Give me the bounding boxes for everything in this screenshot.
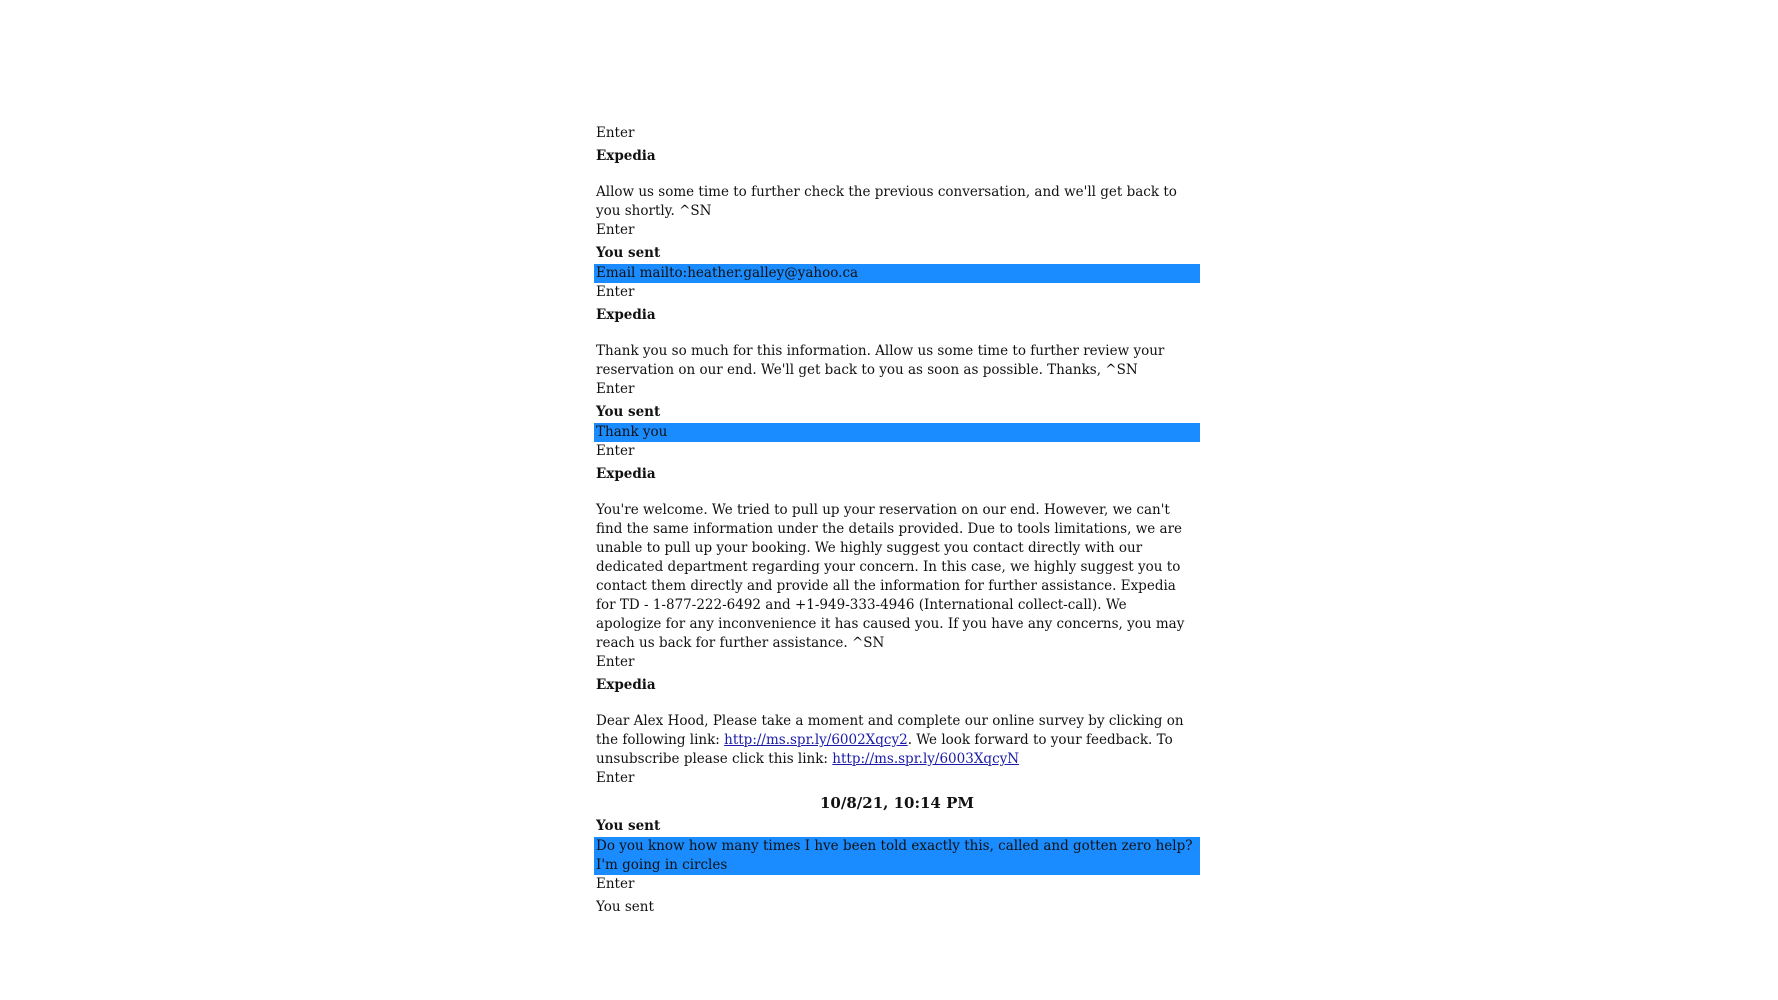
sender-label-you-sent: You sent — [596, 404, 661, 420]
sender-label-expedia: Expedia — [596, 466, 656, 482]
spacer — [594, 695, 1200, 712]
sender-label-you-sent: You sent — [596, 818, 661, 834]
user-message-highlighted: Email mailto:heather.galley@yahoo.ca — [594, 264, 1200, 283]
spacer — [594, 166, 1200, 183]
conversation-timestamp: 10/8/21, 10:14 PM — [820, 794, 974, 812]
chat-transcript-page — [594, 124, 1200, 917]
user-message-highlighted: Do you know how many times I hve been told exactly this, called and gotten zero help? I'm going in circles — [594, 837, 1200, 875]
enter-marker: Enter — [596, 125, 635, 141]
spacer — [594, 484, 1200, 501]
enter-marker: Enter — [596, 876, 635, 892]
enter-marker: Enter — [596, 770, 635, 786]
sender-label-you-sent-plain: You sent — [596, 899, 654, 915]
enter-marker: Enter — [596, 443, 635, 459]
spacer — [594, 325, 1200, 342]
user-message-highlighted: Thank you — [594, 423, 1200, 442]
enter-marker: Enter — [596, 381, 635, 397]
enter-marker: Enter — [596, 222, 635, 238]
sender-label-you-sent: You sent — [596, 245, 661, 261]
enter-marker: Enter — [596, 654, 635, 670]
survey-message — [594, 712, 1200, 769]
unsubscribe-link[interactable]: http://ms.spr.ly/6003XqcyN — [832, 751, 1020, 767]
survey-link[interactable]: http://ms.spr.ly/6002Xqcy2 — [724, 732, 908, 748]
expedia-message: You're welcome. We tried to pull up your reservation on our end. However, we can't find the same information under the details provided. Due to tools limitations, we are unable to pull up your booking. We highly suggest you contact directly with our dedicated department regarding your concern. In this case, we highly suggest you to contact them directly and provide all the information for further assistance. Expedia for TD - 1-877-222-6492 and +1-949-333-4946 (International collect-call). We apologize for any inconvenience it has caused you. If you have any concerns, you may reach us back for further assistance. ^SN — [596, 502, 1185, 651]
expedia-message: Thank you so much for this information. Allow us some time to further review your reservation on our end. We'll get back to you as soon as possible. Thanks, ^SN — [596, 343, 1165, 378]
expedia-message: Allow us some time to further check the previous conversation, and we'll get back to you shortly. ^SN — [596, 184, 1177, 219]
survey-text-middle: . We look forward to your feedback. To unsubscribe please click this link: — [596, 732, 1173, 767]
enter-marker: Enter — [596, 284, 635, 300]
survey-text-before: Dear Alex Hood, Please take a moment and complete our online survey by clicking on the following link: — [596, 713, 1184, 748]
sender-label-expedia: Expedia — [596, 307, 656, 323]
sender-label-expedia: Expedia — [596, 677, 656, 693]
sender-label-expedia: Expedia — [596, 148, 656, 164]
